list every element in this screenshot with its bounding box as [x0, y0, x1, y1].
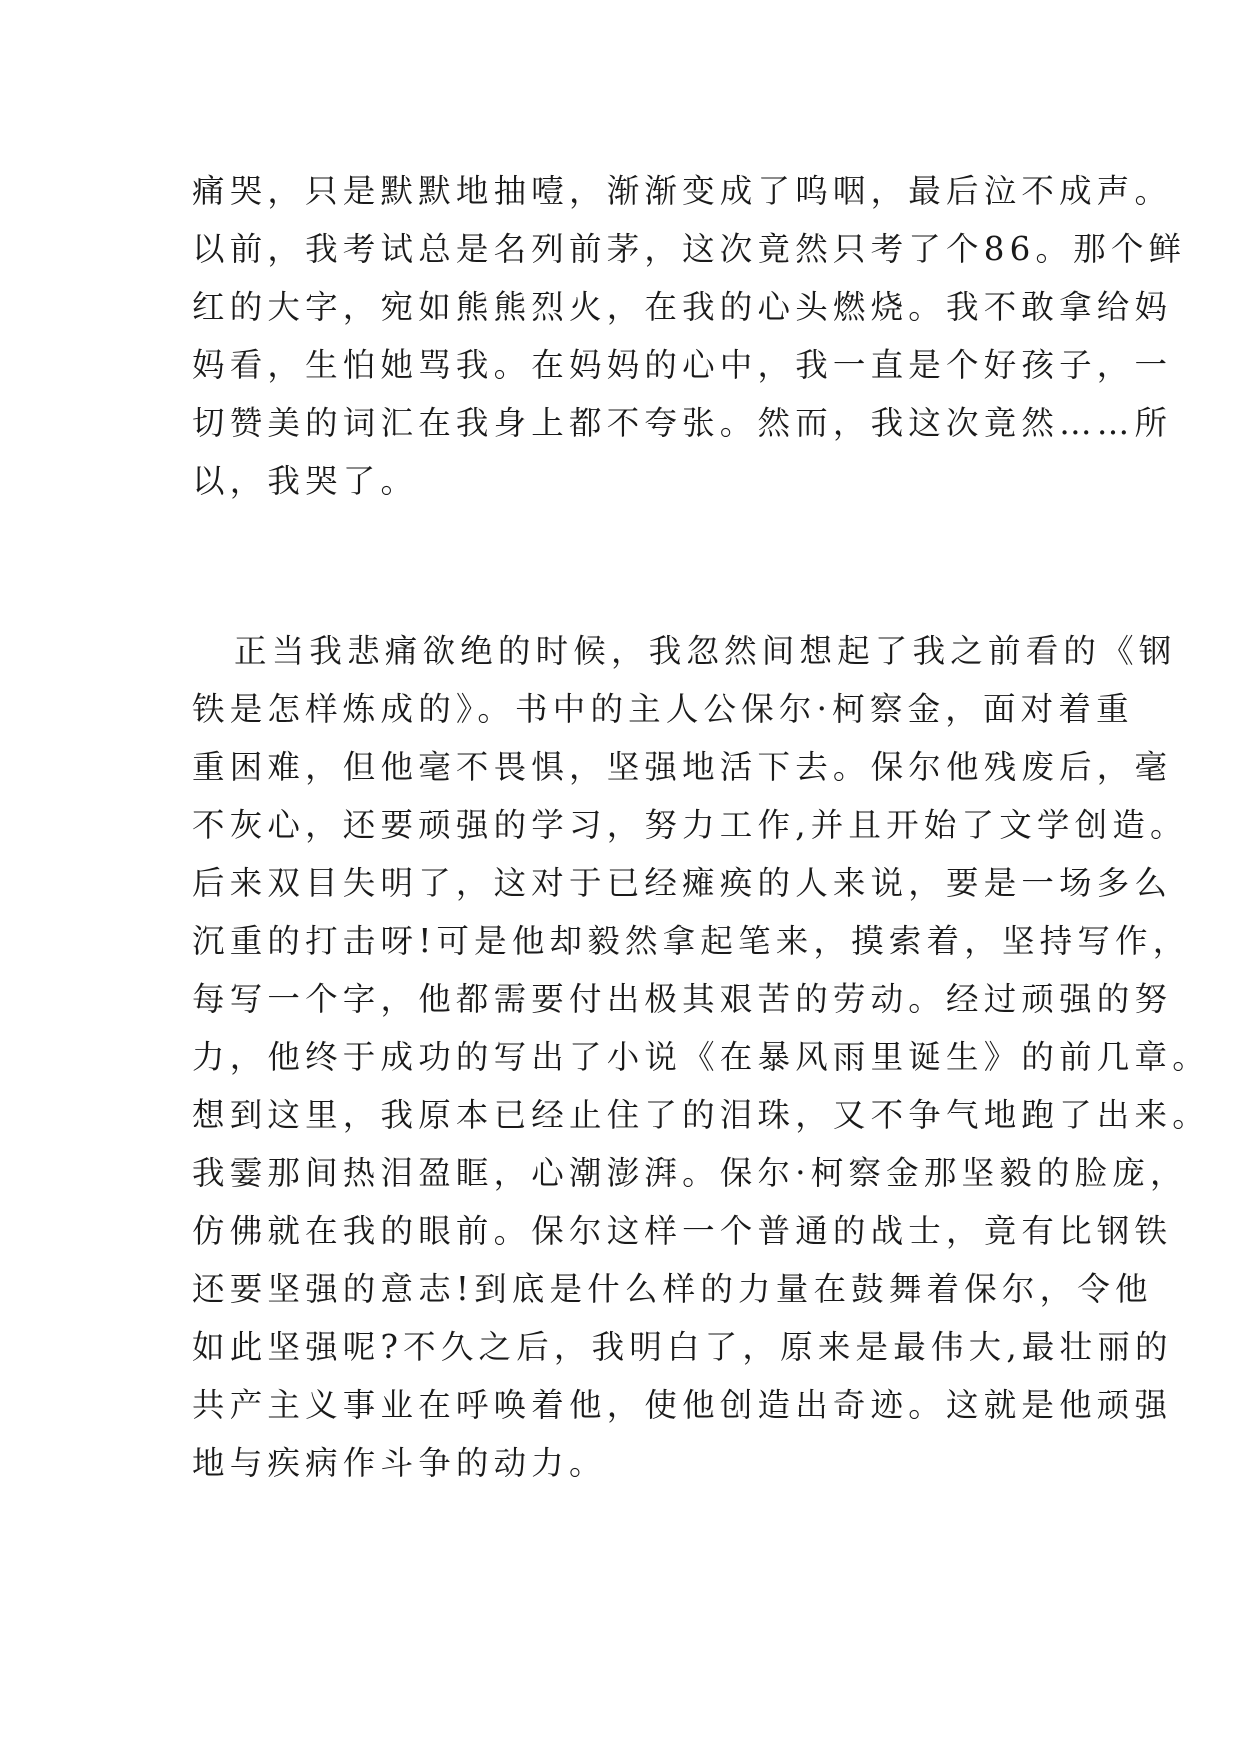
text-line: 还要坚强的意志!到底是什么样的力量在鼓舞着保尔，令他	[192, 1270, 1153, 1308]
text-line: 地与疾病作斗争的动力。	[192, 1444, 607, 1482]
text-line: 如此坚强呢?不久之后，我明白了，原来是最伟大,最壮丽的	[192, 1328, 1173, 1366]
text-line: 我霎那间热泪盈眶，心潮澎湃。保尔·柯察金那坚毅的脸庞，	[192, 1154, 1188, 1192]
text-line: 后来双目失明了，这对于已经瘫痪的人来说，要是一场多么	[192, 864, 1173, 902]
paragraph-2	[192, 622, 1210, 1492]
text-line: 每写一个字，他都需要付出极其艰苦的劳动。经过顽强的努	[192, 980, 1173, 1018]
text-line: 想到这里，我原本已经止住了的泪珠，又不争气地跑了出来。	[192, 1096, 1210, 1134]
text-line: 仿佛就在我的眼前。保尔这样一个普通的战士，竟有比钢铁	[192, 1212, 1173, 1250]
text-line: 力，他终于成功的写出了小说《在暴风雨里诞生》的前几章。	[192, 1038, 1210, 1076]
text-line: 切赞美的词汇在我身上都不夸张。然而，我这次竟然……所	[192, 404, 1173, 442]
text-line: 共产主义事业在呼唤着他，使他创造出奇迹。这就是他顽强	[192, 1386, 1173, 1424]
text-line: 不灰心，还要顽强的学习，努力工作,并且开始了文学创造。	[192, 806, 1188, 844]
text-line: 红的大字，宛如熊熊烈火，在我的心头燃烧。我不敢拿给妈	[192, 288, 1173, 326]
text-line: 铁是怎样炼成的》。书中的主人公保尔·柯察金，面对着重	[192, 690, 1134, 728]
text-line: 正当我悲痛欲绝的时候，我忽然间想起了我之前看的《钢	[234, 632, 1177, 670]
text-line: 痛哭，只是默默地抽噎，渐渐变成了呜咽，最后泣不成声。	[192, 172, 1173, 210]
text-line: 以前，我考试总是名列前茅，这次竟然只考了个86。那个鲜	[192, 230, 1187, 268]
paragraph-1	[192, 162, 1187, 510]
text-line: 重困难，但他毫不畏惧，坚强地活下去。保尔他残废后，毫	[192, 748, 1173, 786]
text-line: 沉重的打击呀!可是他却毅然拿起笔来，摸索着，坚持写作，	[192, 922, 1191, 960]
text-line: 妈看，生怕她骂我。在妈妈的心中，我一直是个好孩子，一	[192, 346, 1173, 384]
text-line: 以，我哭了。	[192, 462, 419, 500]
